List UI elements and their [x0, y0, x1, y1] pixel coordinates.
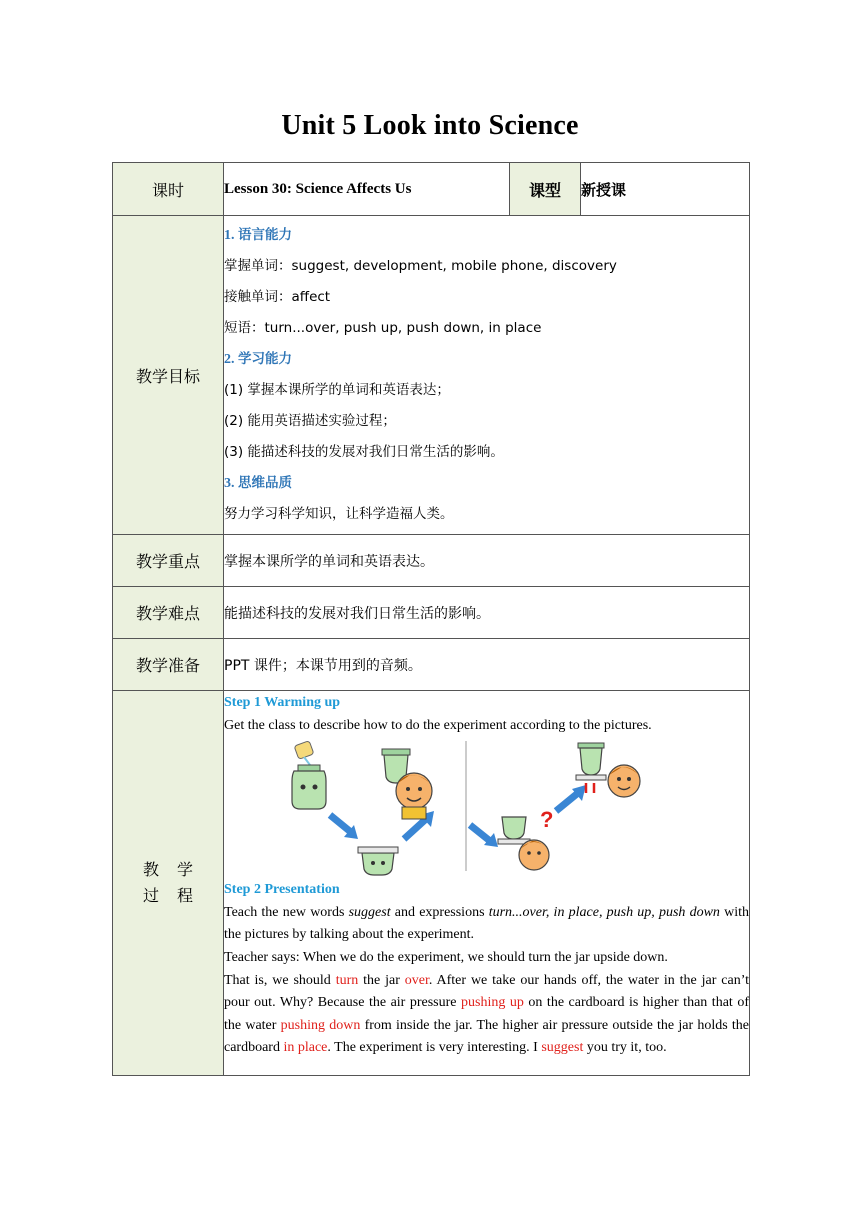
text-span: you try it, too. [583, 1040, 667, 1056]
step-2-paragraph-1 [224, 902, 749, 947]
objectives-label: 教学目标 [113, 216, 224, 535]
highlight-word: turn [335, 972, 359, 988]
section-language [224, 220, 749, 251]
text-span: the jar [358, 972, 405, 988]
period-label: 课时 [113, 163, 224, 216]
process-label-line-2: 过程 [142, 886, 211, 905]
difficulties-row [113, 587, 750, 639]
difficulties-value: 能描述科技的发展对我们日常生活的影响。 [224, 587, 750, 639]
process-row [113, 691, 750, 1076]
highlight-word: pushing down [280, 1017, 361, 1033]
highlight-word: pushing up [461, 995, 524, 1011]
thinking-text: 努力学习科学知识，让科学造福人类。 [224, 506, 454, 522]
lesson-type-label: 课型 [510, 163, 581, 216]
phrases: 短语：turn...over, push up, push down, in place [224, 320, 542, 336]
step-1-text: Get the class to describe how to do the experiment according to the pictures. [224, 717, 652, 733]
text-span: from inside the jar. The higher air pressure outside the jar holds the cardboard [224, 1017, 749, 1056]
vocab-contact: 接触单词：affect [224, 289, 331, 305]
section-number: 3. [224, 476, 235, 491]
step-2-title: Step 2 Presentation [224, 882, 340, 898]
jar-icon [292, 741, 326, 809]
highlight-word: over [404, 972, 429, 988]
text-span: Teach the new words [224, 904, 349, 920]
emphasis-phrases: turn...over, in place, push up, push down [488, 904, 720, 920]
page-title: Unit 5 Look into Science [281, 110, 579, 141]
key-points-row [113, 535, 750, 587]
text-span: on the cardboard is higher than that of the water [224, 995, 749, 1033]
learning-item-3: (3) 能描述科技的发展对我们日常生活的影响。 [224, 444, 504, 460]
boy-icon [382, 749, 432, 819]
lesson-type-value: 新授课 [581, 163, 750, 216]
highlight-word: in place [283, 1040, 328, 1056]
boy-icon [576, 743, 640, 797]
text-span: with the pictures by talking about the experiment. [224, 904, 749, 943]
preparation-label: 教学准备 [113, 639, 224, 691]
section-learning [224, 344, 749, 375]
lesson-plan-table [112, 162, 750, 1076]
process-label-line-1: 教学 [142, 860, 211, 879]
text-span: That is, we should [224, 972, 336, 988]
learning-item-2: (2) 能用英语描述实验过程； [224, 413, 396, 429]
learning-item-1: (1) 掌握本课所学的单词和英语表达； [224, 382, 450, 398]
step-2-paragraph-3 [224, 970, 749, 1060]
question-mark-icon: ? [540, 807, 554, 833]
section-thinking [224, 468, 749, 499]
section-title: 思维品质 [238, 475, 292, 491]
text-span: and expressions [390, 904, 489, 920]
objectives-row [113, 216, 750, 535]
step-2-paragraph-2: Teacher says: When we do the experiment, we should turn the jar upside down. [224, 949, 668, 965]
experiment-illustration [244, 741, 674, 881]
process-label [113, 691, 224, 1076]
difficulties-label: 教学难点 [113, 587, 224, 639]
section-number: 1. [224, 228, 235, 243]
header-row [113, 163, 750, 216]
text-span: . After we take our hands off, the water in the jar can’t pour out. Why? Because the air pressure [224, 972, 750, 1011]
section-number: 2. [224, 352, 235, 367]
process-content [224, 691, 750, 1076]
lesson-title: Lesson 30: Science Affects Us [224, 163, 510, 216]
preparation-row [113, 639, 750, 691]
emphasis-word: suggest [348, 904, 391, 920]
key-points-label: 教学重点 [113, 535, 224, 587]
key-points-value: 掌握本课所学的单词和英语表达。 [224, 535, 750, 587]
objectives-content [224, 216, 750, 535]
section-title: 语言能力 [238, 227, 292, 243]
jar-icon [358, 847, 398, 875]
section-title: 学习能力 [238, 351, 292, 367]
text-span: . The experiment is very interesting. I [327, 1040, 542, 1056]
step-1-title: Step 1 Warming up [224, 695, 341, 710]
highlight-word: suggest [541, 1040, 584, 1056]
preparation-value: PPT 课件；本课节用到的音频。 [224, 639, 750, 691]
vocab-master: 掌握单词：suggest, development, mobile phone, discovery [224, 258, 617, 274]
boy-icon [498, 807, 553, 870]
